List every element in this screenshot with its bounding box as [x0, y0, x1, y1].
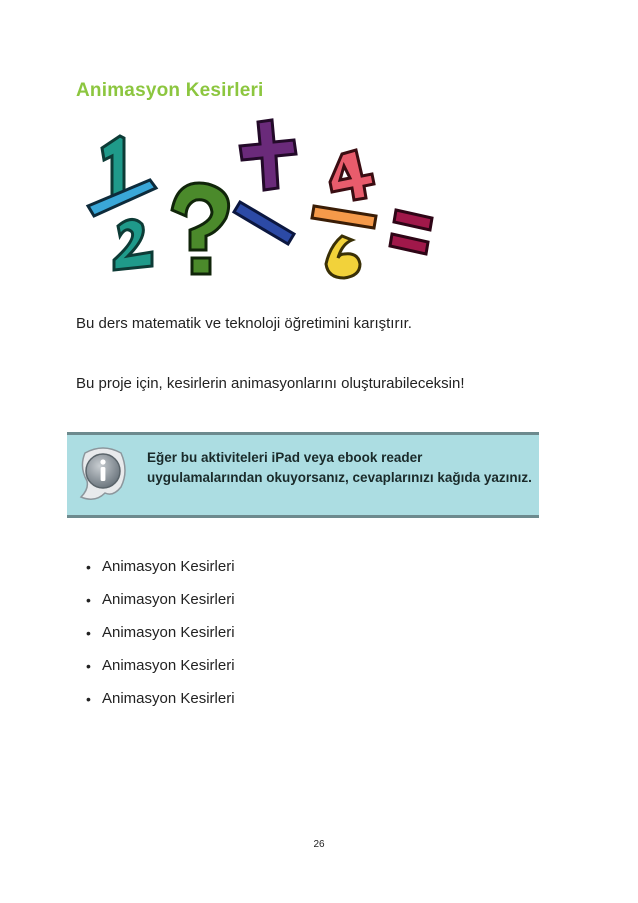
- page-number: 26: [313, 839, 325, 850]
- list-item: [86, 590, 235, 623]
- list-item: [86, 557, 235, 590]
- list-item-text: Animasyon Kesirleri: [102, 591, 235, 608]
- bullet-marker: •: [86, 625, 91, 641]
- minus-icon: [234, 202, 294, 244]
- math-symbols-illustration: [80, 118, 450, 288]
- bullet-marker: •: [86, 592, 91, 608]
- bullet-marker: •: [86, 559, 91, 575]
- list-item: [86, 689, 235, 722]
- list-item-text: Animasyon Kesirleri: [102, 558, 235, 575]
- bullet-list: [86, 557, 235, 722]
- question-mark-icon: [172, 183, 229, 274]
- equals-icon: [390, 210, 432, 254]
- list-item-text: Animasyon Kesirleri: [102, 657, 235, 674]
- info-callout: [67, 432, 539, 518]
- one-half-fraction-icon: [88, 136, 156, 270]
- list-item-text: Animasyon Kesirleri: [102, 624, 235, 641]
- plus-icon: [240, 120, 296, 190]
- page-title: Animasyon Kesirleri: [76, 80, 264, 101]
- info-callout-text: Eğer bu aktiviteleri iPad veya ebook reader uygulamalarından okuyorsanız, cevaplarınızı kağıda yazınız.: [147, 450, 532, 485]
- four-sixths-fraction-icon: [312, 150, 376, 278]
- bullet-marker: •: [86, 691, 91, 707]
- bullet-marker: •: [86, 658, 91, 674]
- project-paragraph: Bu proje için, kesirlerin animasyonlarını oluşturabileceksin!: [76, 375, 465, 392]
- list-item: [86, 623, 235, 656]
- info-icon: [75, 441, 131, 507]
- intro-paragraph: Bu ders matematik ve teknoloji öğretimini karıştırır.: [76, 315, 412, 332]
- list-item: [86, 656, 235, 689]
- list-item-text: Animasyon Kesirleri: [102, 690, 235, 707]
